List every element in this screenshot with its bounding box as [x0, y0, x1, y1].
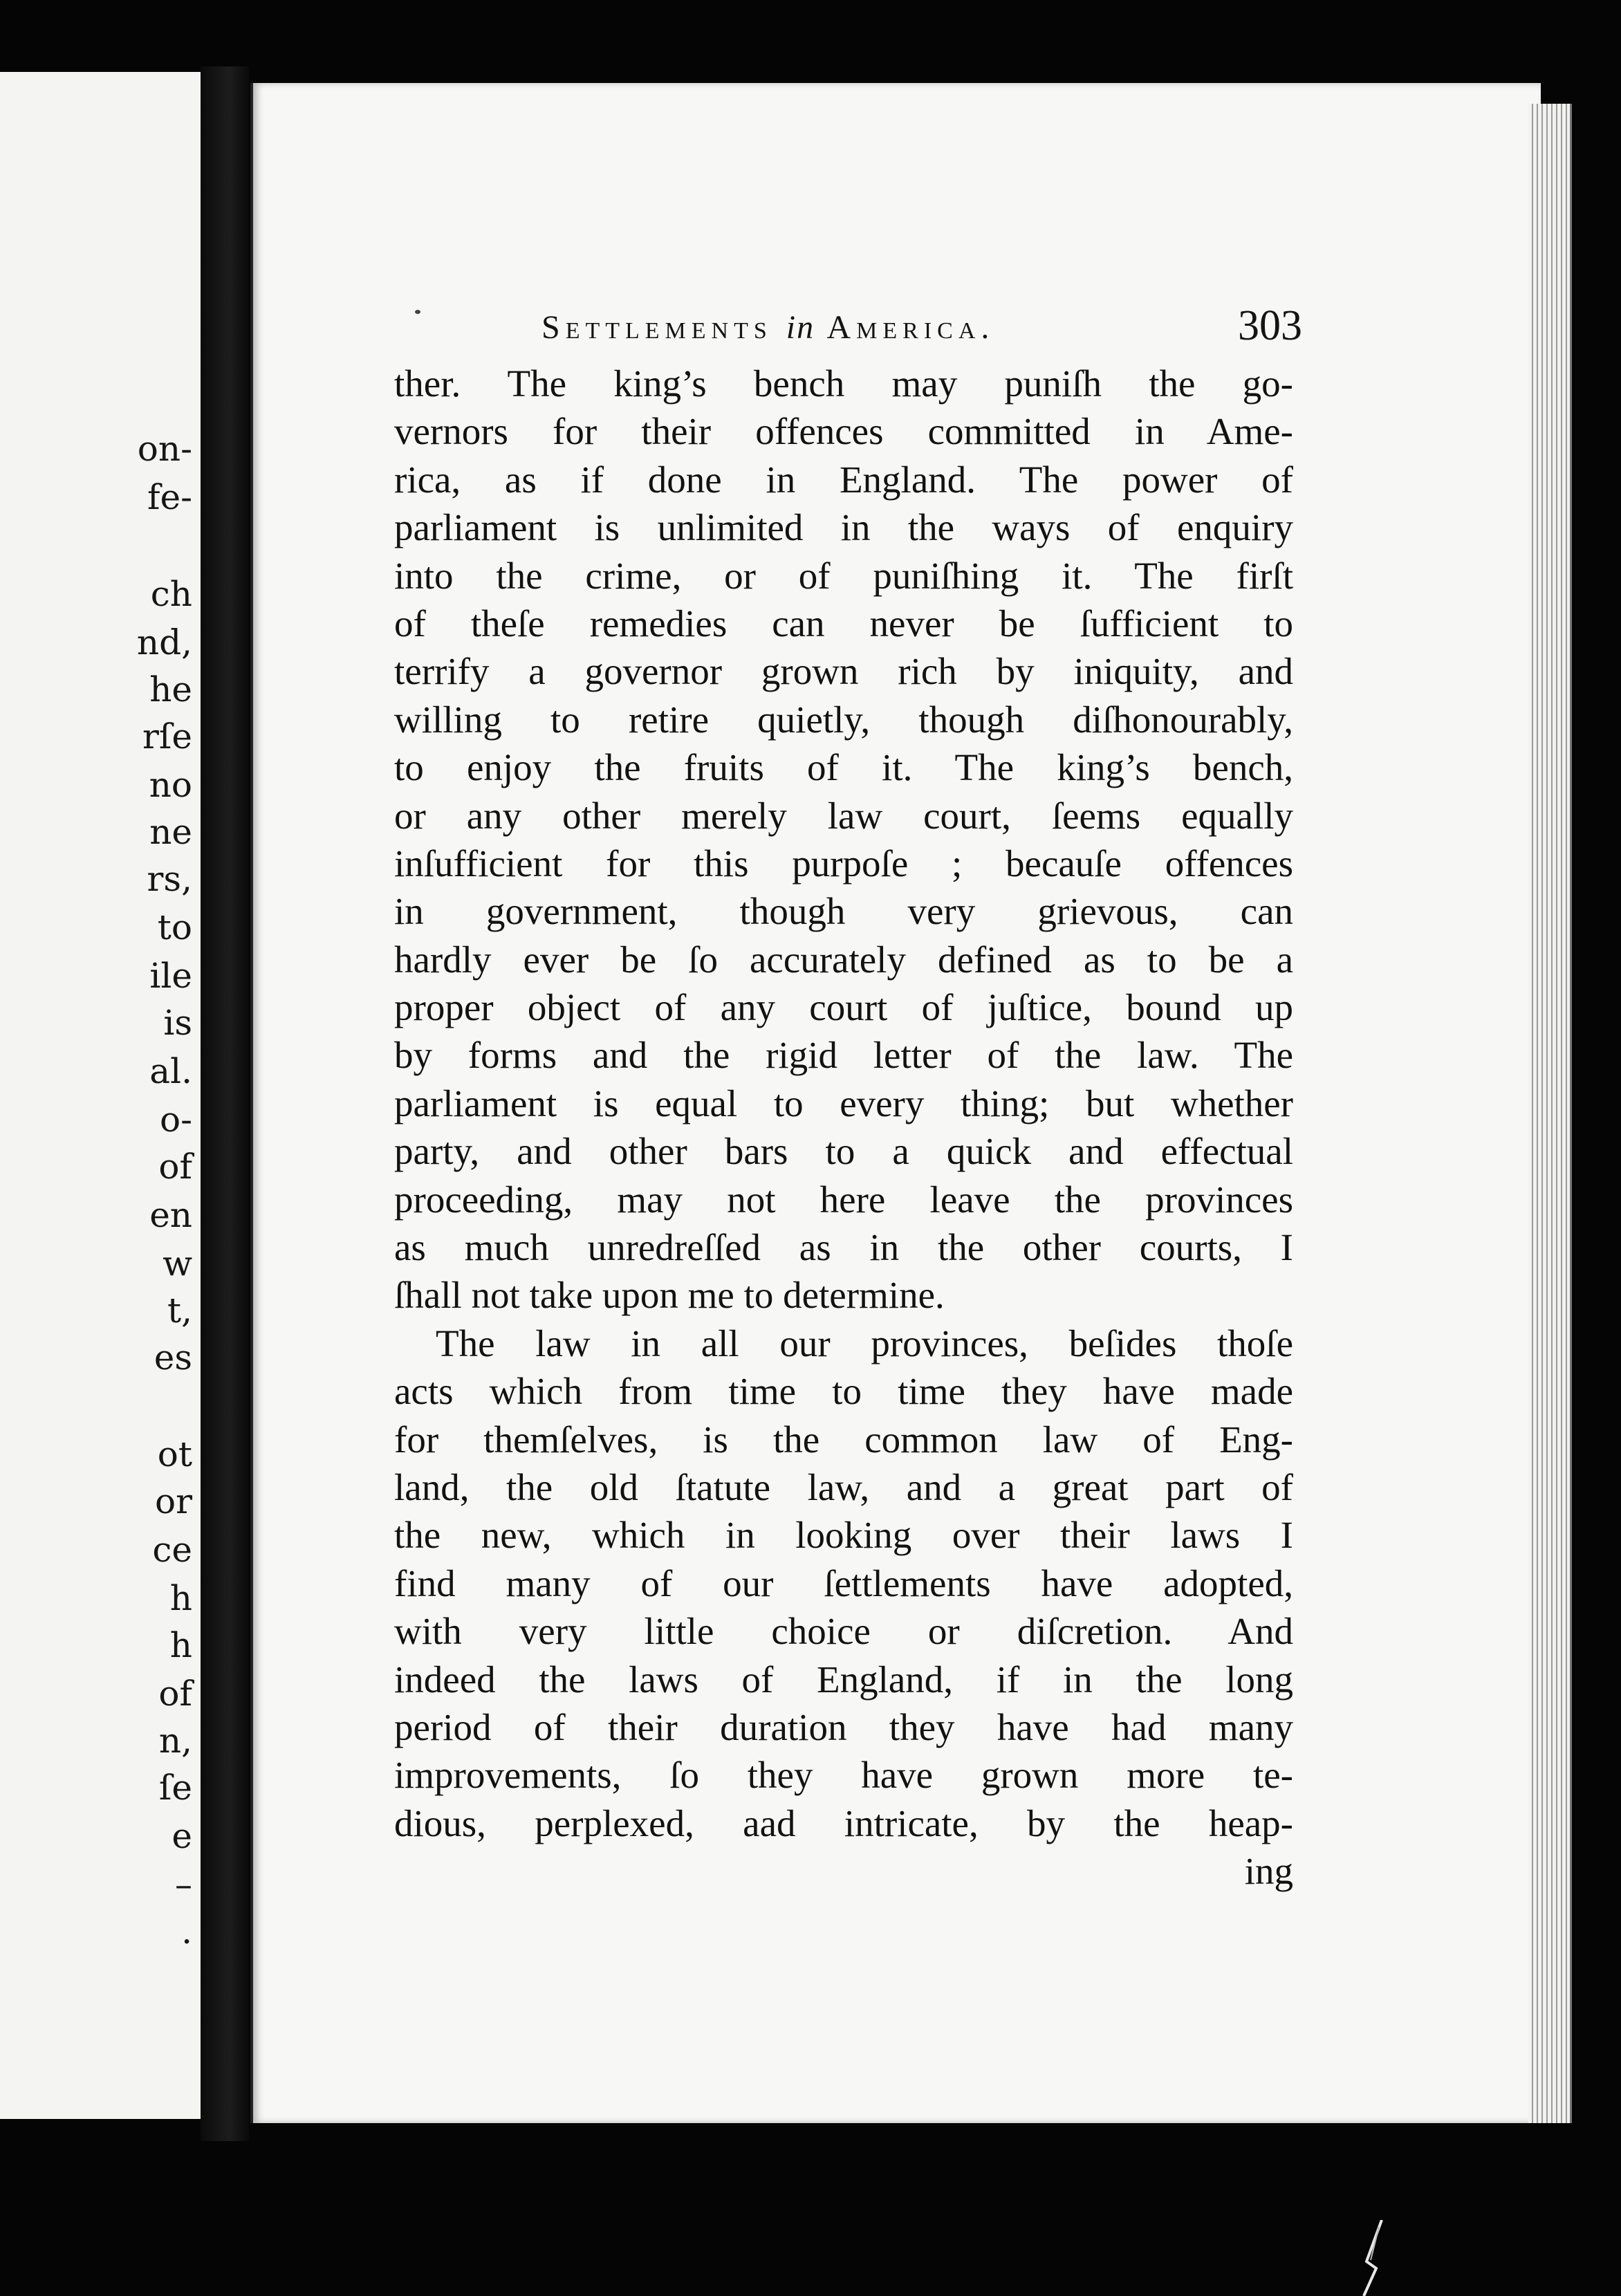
previous-page-sliver [0, 72, 205, 2119]
text-line: of theſe remedies can never be ſufficient to [394, 602, 1293, 645]
text-line: rica, as if done in England. The power of [394, 458, 1293, 501]
text-line: to enjoy the fruits of it. The king’s bench, [394, 746, 1293, 789]
left-fragment: – [175, 1864, 192, 1905]
ribbon-bookmark-icon [1361, 2220, 1389, 2296]
left-fragment: h [169, 1625, 192, 1665]
left-fragment: of [158, 1674, 192, 1714]
text-line: improvements, ſo they have grown more te- [394, 1754, 1293, 1797]
text-line: dious, perplexed, aad intricate, by the heap- [394, 1802, 1293, 1844]
text-line: ther. The king’s bench may puniſh the go- [394, 362, 1293, 405]
left-fragment: w [163, 1243, 192, 1284]
text-line: The law in all our provinces, beſides thoſe [436, 1322, 1293, 1364]
text-line: vernors for their offences committed in Ame- [394, 410, 1293, 453]
text-line: indeed the laws of England, if in the long [394, 1658, 1293, 1701]
text-line: find many of our ſettlements have adopted, [394, 1562, 1293, 1604]
running-title [541, 308, 994, 346]
text-line: as much unredreſſed as in the other courts, I [394, 1226, 1293, 1269]
left-fragment: ch [150, 574, 192, 614]
left-fragment: rſe [142, 716, 192, 757]
left-fragment: to [157, 907, 192, 947]
text-line: by forms and the rigid letter of the law. The [394, 1034, 1293, 1077]
text-line: proceeding, may not here leave the provinces [394, 1178, 1293, 1221]
text-line: with very little choice or diſcretion. And [394, 1610, 1293, 1653]
title-part-america: America. [826, 309, 995, 346]
text-line: inſufficient for this purpoſe ; becauſe offences [394, 842, 1293, 885]
text-line: or any other merely law court, ſeems equally [394, 794, 1293, 837]
left-fragment: on- [137, 429, 192, 469]
text-line: acts which from time to time they have made [394, 1370, 1293, 1413]
text-line: party, and other bars to a quick and effectual [394, 1130, 1293, 1173]
left-fragment: t, [167, 1290, 192, 1331]
left-fragment: o- [160, 1100, 192, 1140]
left-fragment: n, [158, 1721, 192, 1761]
left-fragment: is [163, 1003, 192, 1043]
left-fragment: nd, [136, 622, 192, 663]
page-number: 303 [1238, 302, 1302, 349]
text-line: land, the old ſtatute law, and a great part of [394, 1465, 1293, 1508]
ink-speck [415, 310, 420, 314]
text-line: into the crime, or of puniſhing it. The firſt [394, 554, 1293, 597]
left-fragment: al. [149, 1051, 192, 1091]
left-fragment: ſe [158, 1768, 192, 1808]
title-part-settlements: Settlements [541, 309, 772, 346]
book-gutter [201, 66, 249, 2141]
text-line: proper object of any court of juſtice, bound up [394, 986, 1293, 1029]
page-edges [1528, 104, 1572, 2123]
text-line: hardly ever be ſo accurately defined as to be a [394, 938, 1293, 981]
text-line: in government, though very grievous, can [394, 890, 1293, 933]
text-line: ſhall not take upon me to determine. [394, 1274, 945, 1317]
left-fragment: he [149, 669, 192, 710]
left-fragment: or [154, 1481, 192, 1521]
left-fragment: ne [149, 812, 192, 852]
text-line: the new, which in looking over their laws I [394, 1514, 1293, 1557]
text-line: parliament is equal to every thing; but whether [394, 1082, 1293, 1124]
left-fragment: . [181, 1911, 192, 1952]
left-fragment: es [154, 1337, 192, 1378]
text-line: willing to retire quietly, though diſhonourably, [394, 698, 1293, 741]
left-fragment: ot [157, 1434, 192, 1474]
left-fragment: fe- [147, 477, 192, 517]
left-fragment: of [158, 1147, 192, 1187]
catchword: ing [1244, 1850, 1293, 1893]
text-line: parliament is unlimited in the ways of enquiry [394, 506, 1293, 549]
left-fragment: en [149, 1195, 192, 1235]
text-line: period of their duration they have had many [394, 1705, 1293, 1748]
running-header [541, 302, 1309, 357]
left-fragment: ce [152, 1530, 192, 1570]
body-text [394, 360, 1293, 1896]
left-fragment: ile [149, 956, 192, 996]
text-line: terrify a governor grown rich by iniquity, and [394, 650, 1293, 693]
title-part-in: in [786, 309, 815, 346]
left-fragment: e [172, 1816, 192, 1856]
left-fragment: h [169, 1578, 192, 1618]
text-line: for themſelves, is the common law of Eng- [394, 1418, 1293, 1461]
left-fragment: no [149, 765, 192, 805]
left-fragment: rs, [147, 859, 192, 899]
